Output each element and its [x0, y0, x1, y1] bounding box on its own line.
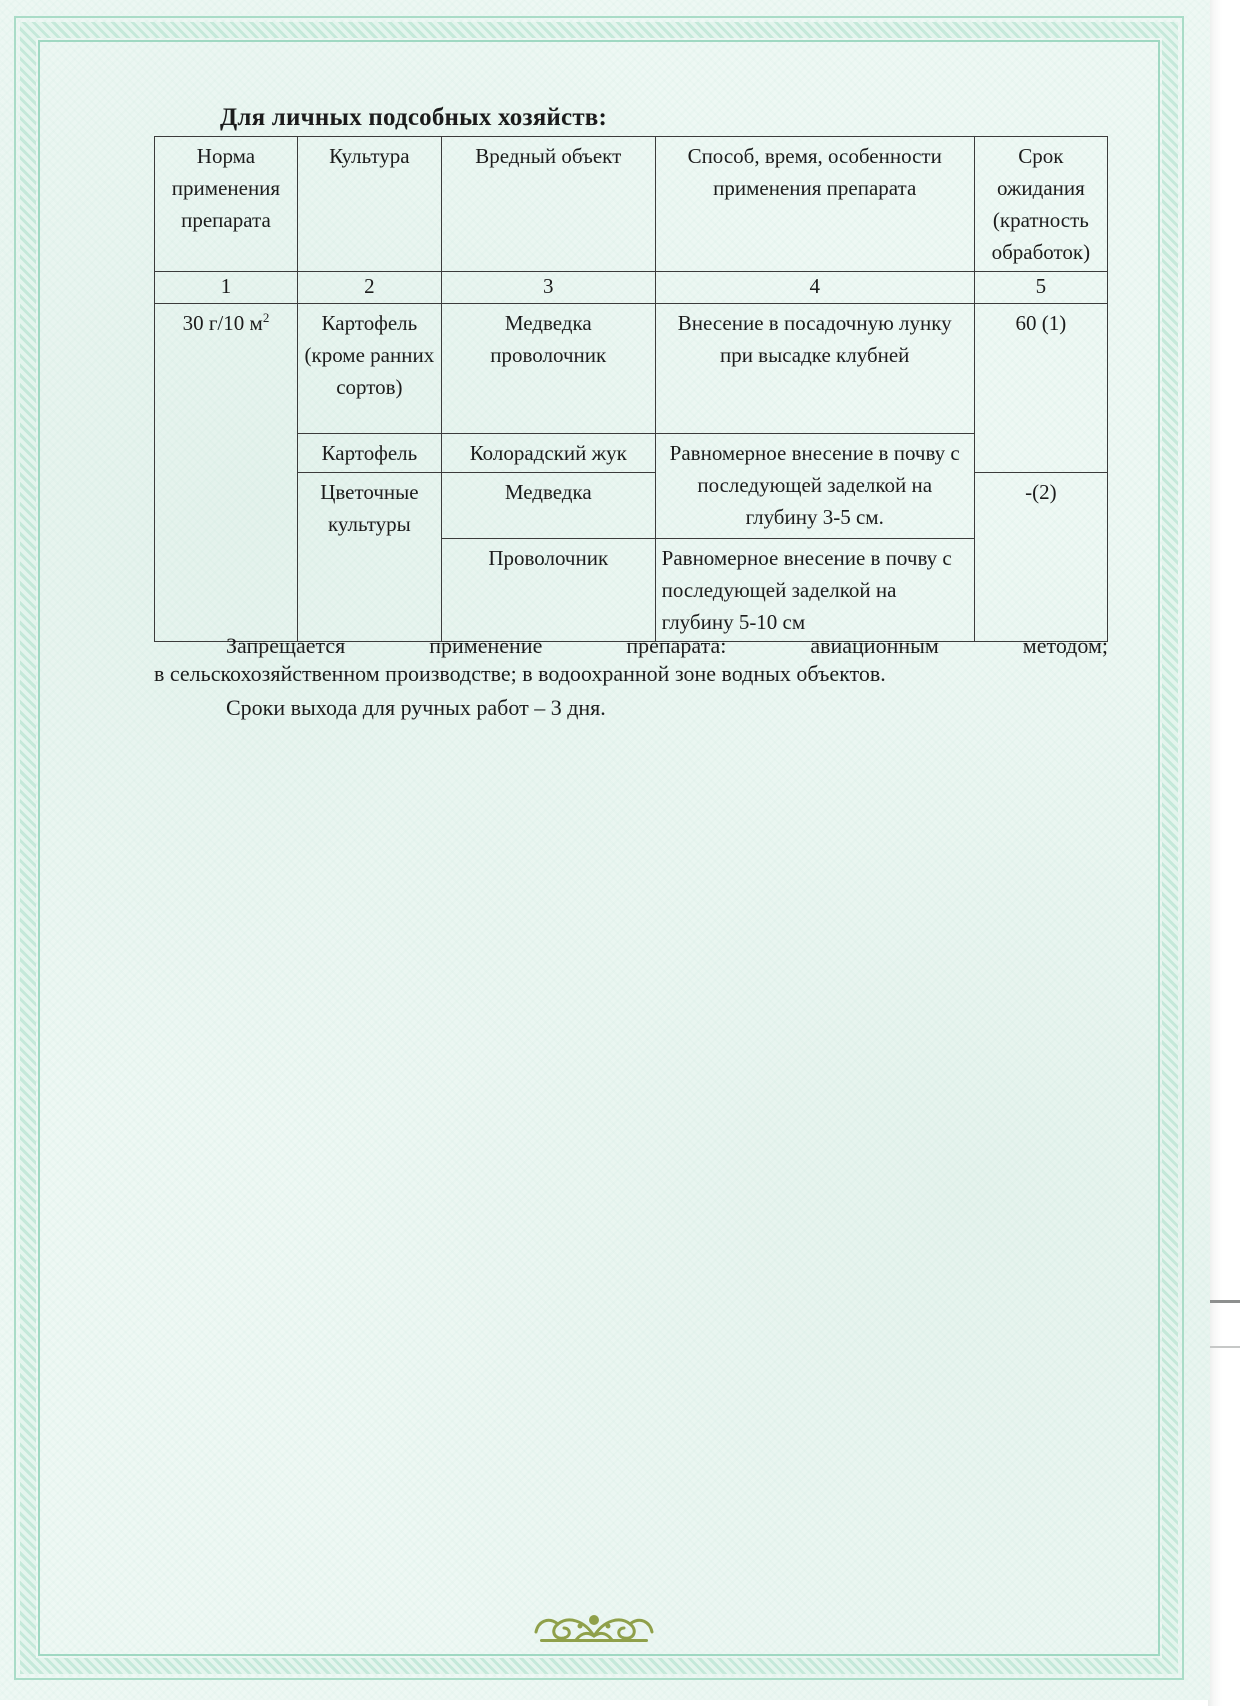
- column-number-5: 5: [974, 272, 1107, 304]
- floral-ornament-icon: [532, 1606, 656, 1646]
- scanner-clip-line: [1208, 1300, 1240, 1303]
- rate-value: 30 г/10 м: [182, 311, 263, 335]
- method-cell-soil-5-10cm: Равномерное внесение в почву с последующей заделкой на глубину 5-10 см: [655, 539, 974, 642]
- table-header-row: [155, 137, 1108, 272]
- header-rate: Норма применения препарата: [155, 137, 298, 272]
- pest-cell-wireworm: Проволочник: [441, 539, 655, 642]
- application-table: [154, 136, 1108, 642]
- scanner-clip-line-light: [1208, 1346, 1240, 1348]
- section-heading: Для личных подсобных хозяйств:: [220, 104, 608, 131]
- pest-cell-mole-cricket: Медведка: [441, 473, 655, 539]
- table-row: [155, 434, 1108, 473]
- crop-cell-potato-late: Картофель (кроме ранних сортов): [297, 304, 441, 434]
- column-number-3: 3: [441, 272, 655, 304]
- crop-cell-potato: Картофель: [297, 434, 441, 473]
- crop-cell-flowers: Цветочные культуры: [297, 473, 441, 642]
- pest-cell-colorado-beetle: Колорадский жук: [441, 434, 655, 473]
- prohibition-paragraph-line2: в сельскохозяйственном производстве; в водоохранной зоне водных объектов.: [154, 661, 886, 686]
- column-number-1: 1: [155, 272, 298, 304]
- table-column-numbers-row: [155, 272, 1108, 304]
- exit-terms-paragraph: Сроки выхода для ручных работ – 3 дня.: [226, 695, 606, 720]
- table-row: [155, 304, 1108, 434]
- method-cell-planting-hole: Внесение в посадочную лунку при высадке клубней: [655, 304, 974, 434]
- header-pest: Вредный объект: [441, 137, 655, 272]
- rate-cell: [155, 304, 298, 642]
- method-cell-soil-3-5cm: Равномерное внесение в почву с последующей заделкой на глубину 3-5 см.: [655, 434, 974, 539]
- column-number-4: 4: [655, 272, 974, 304]
- header-method: Способ, время, особенности применения препарата: [655, 137, 974, 272]
- pest-cell-mole-cricket-wireworm: Медведка проволочник: [441, 304, 655, 434]
- column-number-2: 2: [297, 272, 441, 304]
- rate-superscript: 2: [262, 310, 270, 325]
- scan-edge: [1208, 0, 1240, 1706]
- prohibition-paragraph-line1: Запрещается применение препарата: авиационным методом;: [226, 633, 1108, 658]
- header-crop: Культура: [297, 137, 441, 272]
- header-waiting-period: Срок ожидания (кратность обработок): [974, 137, 1107, 272]
- waiting-cell-flowers: -(2): [974, 473, 1107, 642]
- waiting-cell-potato: 60 (1): [974, 304, 1107, 473]
